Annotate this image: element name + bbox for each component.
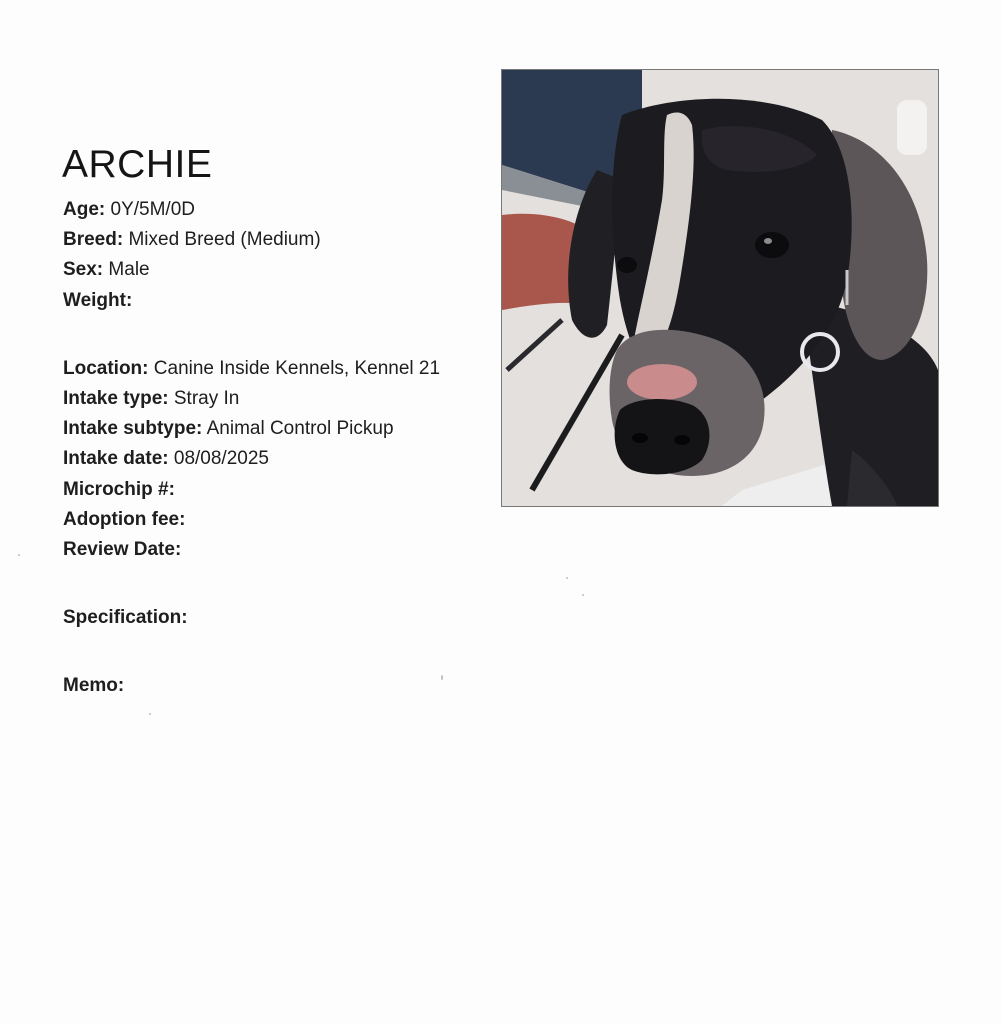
location-value: Canine Inside Kennels, Kennel 21 bbox=[153, 358, 441, 379]
adoption-fee-field bbox=[63, 509, 185, 531]
scan-speck bbox=[582, 594, 584, 596]
dog-photo bbox=[501, 69, 939, 507]
intake-date-value: 08/08/2025 bbox=[173, 448, 269, 469]
dog-eye-left bbox=[617, 257, 637, 273]
scan-speck bbox=[566, 577, 568, 579]
scan-speck bbox=[149, 713, 151, 715]
animal-name: ARCHIE bbox=[62, 143, 213, 186]
scan-speck bbox=[441, 675, 443, 680]
review-date-field bbox=[63, 539, 181, 561]
age-label: Age: bbox=[63, 199, 106, 220]
intake-date-label: Intake date: bbox=[63, 448, 169, 469]
dog-eye-right-highlight bbox=[764, 238, 772, 244]
location-label: Location: bbox=[63, 358, 149, 379]
intake-type-value: Stray In bbox=[173, 388, 240, 409]
dog-eye-right bbox=[755, 232, 789, 258]
microchip-label: Microchip #: bbox=[63, 479, 175, 500]
breed-label: Breed: bbox=[63, 229, 124, 250]
specification-field bbox=[63, 607, 188, 629]
specification-label: Specification: bbox=[63, 607, 188, 628]
intake-type-label: Intake type: bbox=[63, 388, 169, 409]
sex-field bbox=[63, 259, 150, 281]
dog-photo-illustration bbox=[502, 70, 938, 506]
intake-type-field bbox=[63, 388, 239, 410]
age-value: 0Y/5M/0D bbox=[110, 199, 195, 220]
dog-nostril-right bbox=[674, 435, 690, 445]
weight-field bbox=[63, 290, 132, 312]
dog-nose bbox=[615, 399, 710, 474]
age-field bbox=[63, 199, 195, 221]
intake-subtype-value: Animal Control Pickup bbox=[206, 418, 394, 439]
intake-subtype-field bbox=[63, 418, 394, 440]
sex-value: Male bbox=[108, 259, 150, 280]
breed-value: Mixed Breed (Medium) bbox=[128, 229, 321, 250]
weight-label: Weight: bbox=[63, 290, 133, 311]
location-field bbox=[63, 358, 440, 380]
dog-nostril-left bbox=[632, 433, 648, 443]
intake-subtype-label: Intake subtype: bbox=[63, 418, 203, 439]
intake-date-field bbox=[63, 448, 269, 470]
photo-object bbox=[897, 100, 927, 155]
sex-label: Sex: bbox=[63, 259, 104, 280]
adoption-fee-label: Adoption fee: bbox=[63, 509, 186, 530]
review-date-label: Review Date: bbox=[63, 539, 182, 560]
microchip-field bbox=[63, 479, 175, 501]
scan-speck bbox=[18, 554, 20, 556]
memo-field bbox=[63, 675, 124, 697]
breed-field bbox=[63, 229, 321, 251]
memo-label: Memo: bbox=[63, 675, 125, 696]
dog-nose-bridge bbox=[627, 364, 697, 400]
